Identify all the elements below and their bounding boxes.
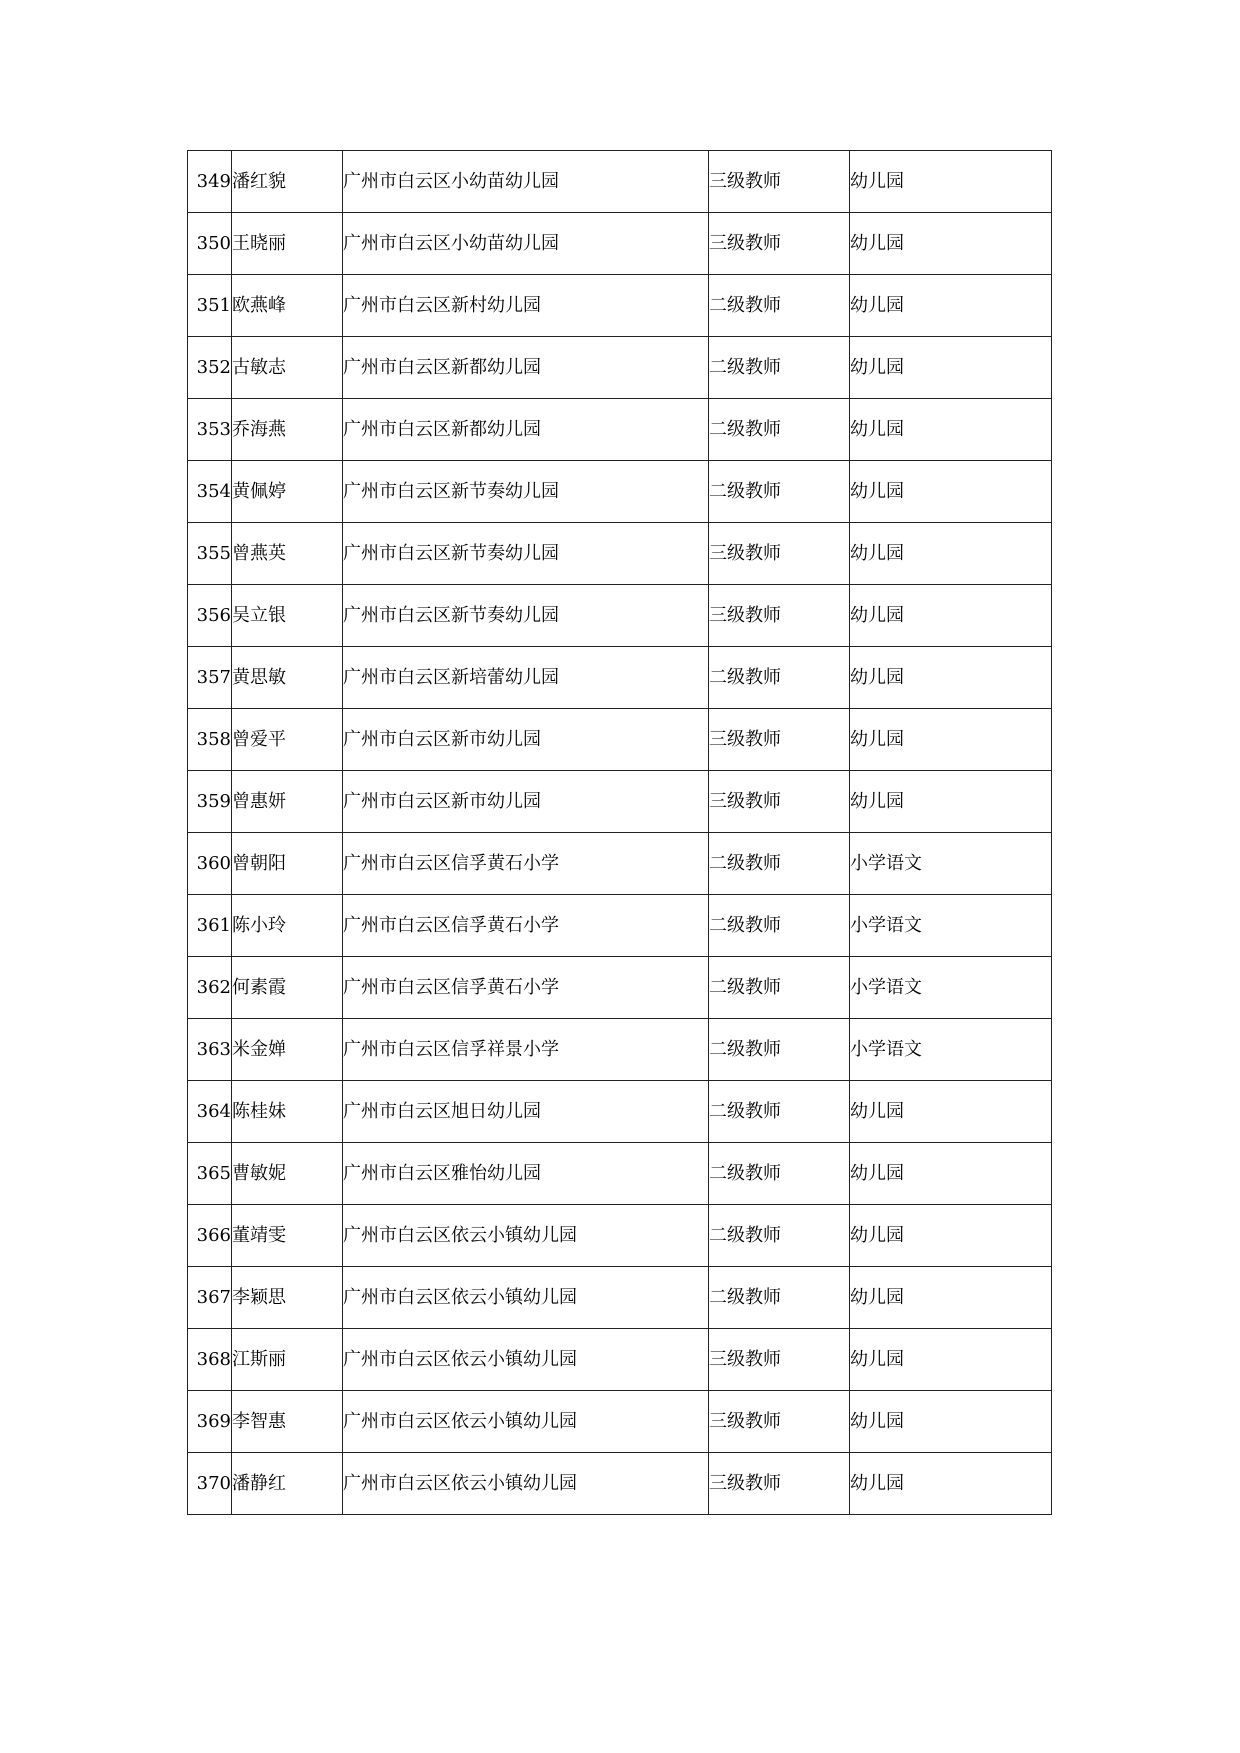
cell-name: 吴立银 — [232, 585, 343, 647]
table-row — [188, 1143, 1052, 1205]
table-row — [188, 895, 1052, 957]
table-row — [188, 213, 1052, 275]
cell-unit: 广州市白云区信孚黄石小学 — [343, 957, 709, 1019]
cell-number: 354 — [188, 461, 232, 523]
cell-unit: 广州市白云区依云小镇幼儿园 — [343, 1329, 709, 1391]
cell-name: 米金婵 — [232, 1019, 343, 1081]
cell-title: 三级教师 — [709, 1391, 850, 1453]
cell-title: 二级教师 — [709, 1205, 850, 1267]
cell-number: 351 — [188, 275, 232, 337]
cell-title: 二级教师 — [709, 833, 850, 895]
cell-subject: 幼儿园 — [850, 1329, 1052, 1391]
cell-subject: 幼儿园 — [850, 771, 1052, 833]
cell-unit: 广州市白云区新都幼儿园 — [343, 337, 709, 399]
cell-title: 二级教师 — [709, 1081, 850, 1143]
cell-name: 曾惠妍 — [232, 771, 343, 833]
table-row — [188, 1081, 1052, 1143]
table-row — [188, 337, 1052, 399]
cell-title: 二级教师 — [709, 895, 850, 957]
cell-unit: 广州市白云区依云小镇幼儿园 — [343, 1391, 709, 1453]
cell-unit: 广州市白云区依云小镇幼儿园 — [343, 1205, 709, 1267]
table-row — [188, 151, 1052, 213]
cell-subject: 幼儿园 — [850, 151, 1052, 213]
cell-subject: 幼儿园 — [850, 275, 1052, 337]
table-row — [188, 709, 1052, 771]
cell-unit: 广州市白云区信孚黄石小学 — [343, 895, 709, 957]
cell-unit: 广州市白云区小幼苗幼儿园 — [343, 213, 709, 275]
roster-body — [188, 151, 1052, 1515]
cell-unit: 广州市白云区旭日幼儿园 — [343, 1081, 709, 1143]
table-row — [188, 647, 1052, 709]
cell-subject: 小学语文 — [850, 957, 1052, 1019]
cell-name: 曹敏妮 — [232, 1143, 343, 1205]
cell-subject: 幼儿园 — [850, 1391, 1052, 1453]
cell-number: 353 — [188, 399, 232, 461]
table-row — [188, 585, 1052, 647]
cell-unit: 广州市白云区新节奏幼儿园 — [343, 585, 709, 647]
cell-subject: 幼儿园 — [850, 213, 1052, 275]
cell-unit: 广州市白云区新市幼儿园 — [343, 709, 709, 771]
cell-name: 何素霞 — [232, 957, 343, 1019]
cell-subject: 幼儿园 — [850, 647, 1052, 709]
cell-number: 361 — [188, 895, 232, 957]
cell-number: 365 — [188, 1143, 232, 1205]
cell-title: 三级教师 — [709, 585, 850, 647]
cell-title: 三级教师 — [709, 1329, 850, 1391]
cell-number: 369 — [188, 1391, 232, 1453]
cell-title: 三级教师 — [709, 151, 850, 213]
cell-title: 二级教师 — [709, 461, 850, 523]
cell-unit: 广州市白云区依云小镇幼儿园 — [343, 1267, 709, 1329]
table-row — [188, 399, 1052, 461]
table-row — [188, 523, 1052, 585]
cell-unit: 广州市白云区雅怡幼儿园 — [343, 1143, 709, 1205]
cell-title: 二级教师 — [709, 275, 850, 337]
cell-unit: 广州市白云区新村幼儿园 — [343, 275, 709, 337]
cell-unit: 广州市白云区新都幼儿园 — [343, 399, 709, 461]
cell-subject: 幼儿园 — [850, 523, 1052, 585]
cell-unit: 广州市白云区信孚祥景小学 — [343, 1019, 709, 1081]
cell-subject: 幼儿园 — [850, 1267, 1052, 1329]
table-row — [188, 1205, 1052, 1267]
cell-title: 二级教师 — [709, 1267, 850, 1329]
cell-subject: 小学语文 — [850, 895, 1052, 957]
table-row — [188, 1019, 1052, 1081]
table-row — [188, 461, 1052, 523]
cell-subject: 幼儿园 — [850, 337, 1052, 399]
cell-number: 362 — [188, 957, 232, 1019]
cell-unit: 广州市白云区新市幼儿园 — [343, 771, 709, 833]
cell-name: 李颖思 — [232, 1267, 343, 1329]
cell-number: 358 — [188, 709, 232, 771]
cell-subject: 幼儿园 — [850, 585, 1052, 647]
table-row — [188, 1453, 1052, 1515]
cell-number: 356 — [188, 585, 232, 647]
cell-name: 陈小玲 — [232, 895, 343, 957]
cell-number: 350 — [188, 213, 232, 275]
cell-number: 352 — [188, 337, 232, 399]
cell-title: 二级教师 — [709, 337, 850, 399]
cell-name: 王晓丽 — [232, 213, 343, 275]
cell-number: 370 — [188, 1453, 232, 1515]
cell-number: 368 — [188, 1329, 232, 1391]
cell-number: 366 — [188, 1205, 232, 1267]
cell-title: 二级教师 — [709, 399, 850, 461]
cell-name: 曾燕英 — [232, 523, 343, 585]
cell-subject: 幼儿园 — [850, 1205, 1052, 1267]
cell-subject: 幼儿园 — [850, 461, 1052, 523]
table-row — [188, 275, 1052, 337]
cell-unit: 广州市白云区信孚黄石小学 — [343, 833, 709, 895]
cell-number: 363 — [188, 1019, 232, 1081]
cell-name: 曾朝阳 — [232, 833, 343, 895]
cell-title: 二级教师 — [709, 1143, 850, 1205]
table-row — [188, 833, 1052, 895]
cell-subject: 幼儿园 — [850, 709, 1052, 771]
cell-number: 359 — [188, 771, 232, 833]
table-row — [188, 771, 1052, 833]
cell-name: 潘红貌 — [232, 151, 343, 213]
cell-title: 二级教师 — [709, 957, 850, 1019]
cell-title: 三级教师 — [709, 1453, 850, 1515]
cell-number: 367 — [188, 1267, 232, 1329]
cell-unit: 广州市白云区新节奏幼儿园 — [343, 461, 709, 523]
cell-subject: 幼儿园 — [850, 399, 1052, 461]
cell-unit: 广州市白云区依云小镇幼儿园 — [343, 1453, 709, 1515]
cell-title: 三级教师 — [709, 213, 850, 275]
table-row — [188, 1267, 1052, 1329]
cell-subject: 幼儿园 — [850, 1143, 1052, 1205]
cell-name: 李智惠 — [232, 1391, 343, 1453]
cell-title: 三级教师 — [709, 523, 850, 585]
cell-subject: 小学语文 — [850, 833, 1052, 895]
table-row — [188, 1391, 1052, 1453]
cell-title: 三级教师 — [709, 709, 850, 771]
cell-subject: 小学语文 — [850, 1019, 1052, 1081]
cell-name: 黄佩婷 — [232, 461, 343, 523]
cell-unit: 广州市白云区小幼苗幼儿园 — [343, 151, 709, 213]
table-row — [188, 1329, 1052, 1391]
cell-number: 355 — [188, 523, 232, 585]
cell-number: 360 — [188, 833, 232, 895]
cell-title: 三级教师 — [709, 771, 850, 833]
cell-name: 曾爱平 — [232, 709, 343, 771]
cell-name: 潘静红 — [232, 1453, 343, 1515]
cell-subject: 幼儿园 — [850, 1081, 1052, 1143]
cell-name: 乔海燕 — [232, 399, 343, 461]
cell-unit: 广州市白云区新节奏幼儿园 — [343, 523, 709, 585]
cell-title: 二级教师 — [709, 1019, 850, 1081]
teacher-roster-table — [187, 150, 1052, 1515]
cell-number: 349 — [188, 151, 232, 213]
cell-name: 陈桂妹 — [232, 1081, 343, 1143]
cell-title: 二级教师 — [709, 647, 850, 709]
cell-name: 江斯丽 — [232, 1329, 343, 1391]
cell-name: 黄思敏 — [232, 647, 343, 709]
cell-name: 古敏志 — [232, 337, 343, 399]
cell-number: 364 — [188, 1081, 232, 1143]
cell-number: 357 — [188, 647, 232, 709]
table-row — [188, 957, 1052, 1019]
cell-name: 欧燕峰 — [232, 275, 343, 337]
cell-subject: 幼儿园 — [850, 1453, 1052, 1515]
cell-name: 董靖雯 — [232, 1205, 343, 1267]
cell-unit: 广州市白云区新培蕾幼儿园 — [343, 647, 709, 709]
